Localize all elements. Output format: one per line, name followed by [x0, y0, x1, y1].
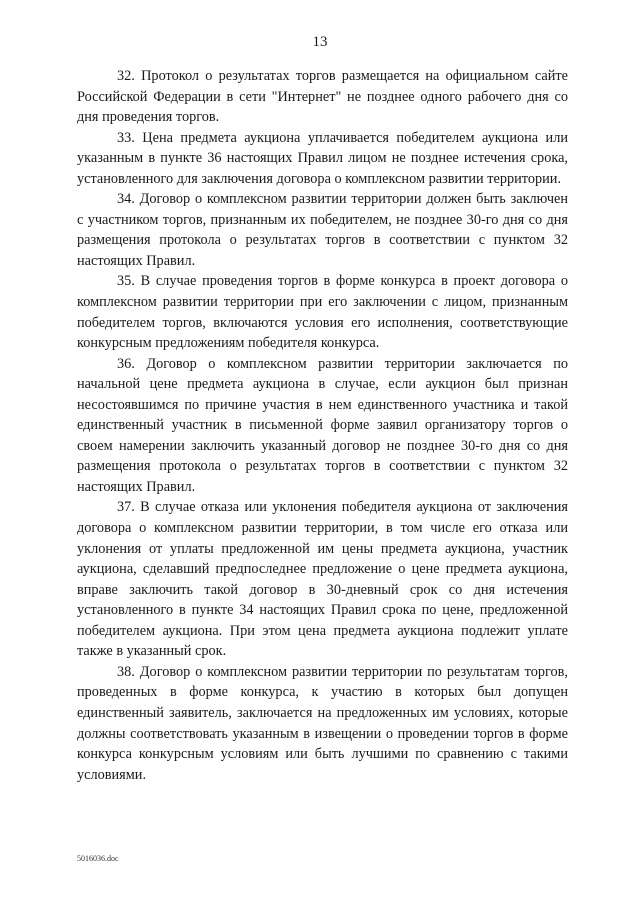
paragraph-32: 32. Протокол о результатах торгов размещается на официальном сайте Российской Федерации в сети "Интернет" не позднее одного рабочего дня со дня проведения торгов. — [77, 68, 568, 126]
paragraph-34: 34. Договор о комплексном развитии территории должен быть заключен с участником торгов, признанным их победителем, не позднее 30-го дня со дня размещения протокола о результатах торгов в соответствии с пунктом 32 настоящих Правил. — [77, 191, 568, 269]
paragraph-35: 35. В случае проведения торгов в форме конкурса в проект договора о комплексном развитии территории при его заключении с лицом, признанным победителем торгов, включаются условия его исполнения, соответствующие конкурсным предложениям победителя конкурса. — [77, 273, 568, 352]
paragraph-36: 36. Договор о комплексном развитии территории заключается по начальной цене предмета аукциона в случае, если аукцион был признан несостоявшимся по причине участия в нем единственного участника и такой единственный участник в письменной форме заявил организатору торгов о своем намерении заключить указанный договор не позднее 30-го дня со дня размещения протокола о результатах торгов в соответствии с пунктом 32 настоящих Правил. — [77, 355, 568, 495]
paragraph-33: 33. Цена предмета аукциона уплачивается победителем аукциона или указанным в пункте 36 настоящих Правил лицом не позднее истечения срока, установленного для заключения договора о комплексном развитии территории. — [77, 129, 568, 187]
paragraph-37: 37. В случае отказа или уклонения победителя аукциона от заключения договора о комплексном развитии территории, в том числе его отказа или уклонения от уплаты предложенной им цены предмета аукциона, участник аукциона, сделавший предпоследнее предложение о цене предмета аукциона, вправе заключить такой договор в 30-дневный срок со дня истечения установленного в пункте 34 настоящих Правил срока по цене, предложенной победителем аукциона. При этом цена предмета аукциона подлежит уплате также в указанный срок. — [77, 499, 568, 660]
document-file-code: 5016036.doc — [77, 854, 119, 863]
paragraph-38: 38. Договор о комплексном развитии территории по результатам торгов, проведенных в форме конкурса, к участию в которых был допущен единственный заявитель, заключается на предложенных им условиях, которые должны соответствовать указанным в извещении о проведении торгов в форме конкурса конкурсным условиям или быть лучшими по сравнению с такими условиями. — [77, 663, 568, 783]
page-number: 13 — [312, 34, 328, 50]
document-body — [77, 66, 568, 785]
